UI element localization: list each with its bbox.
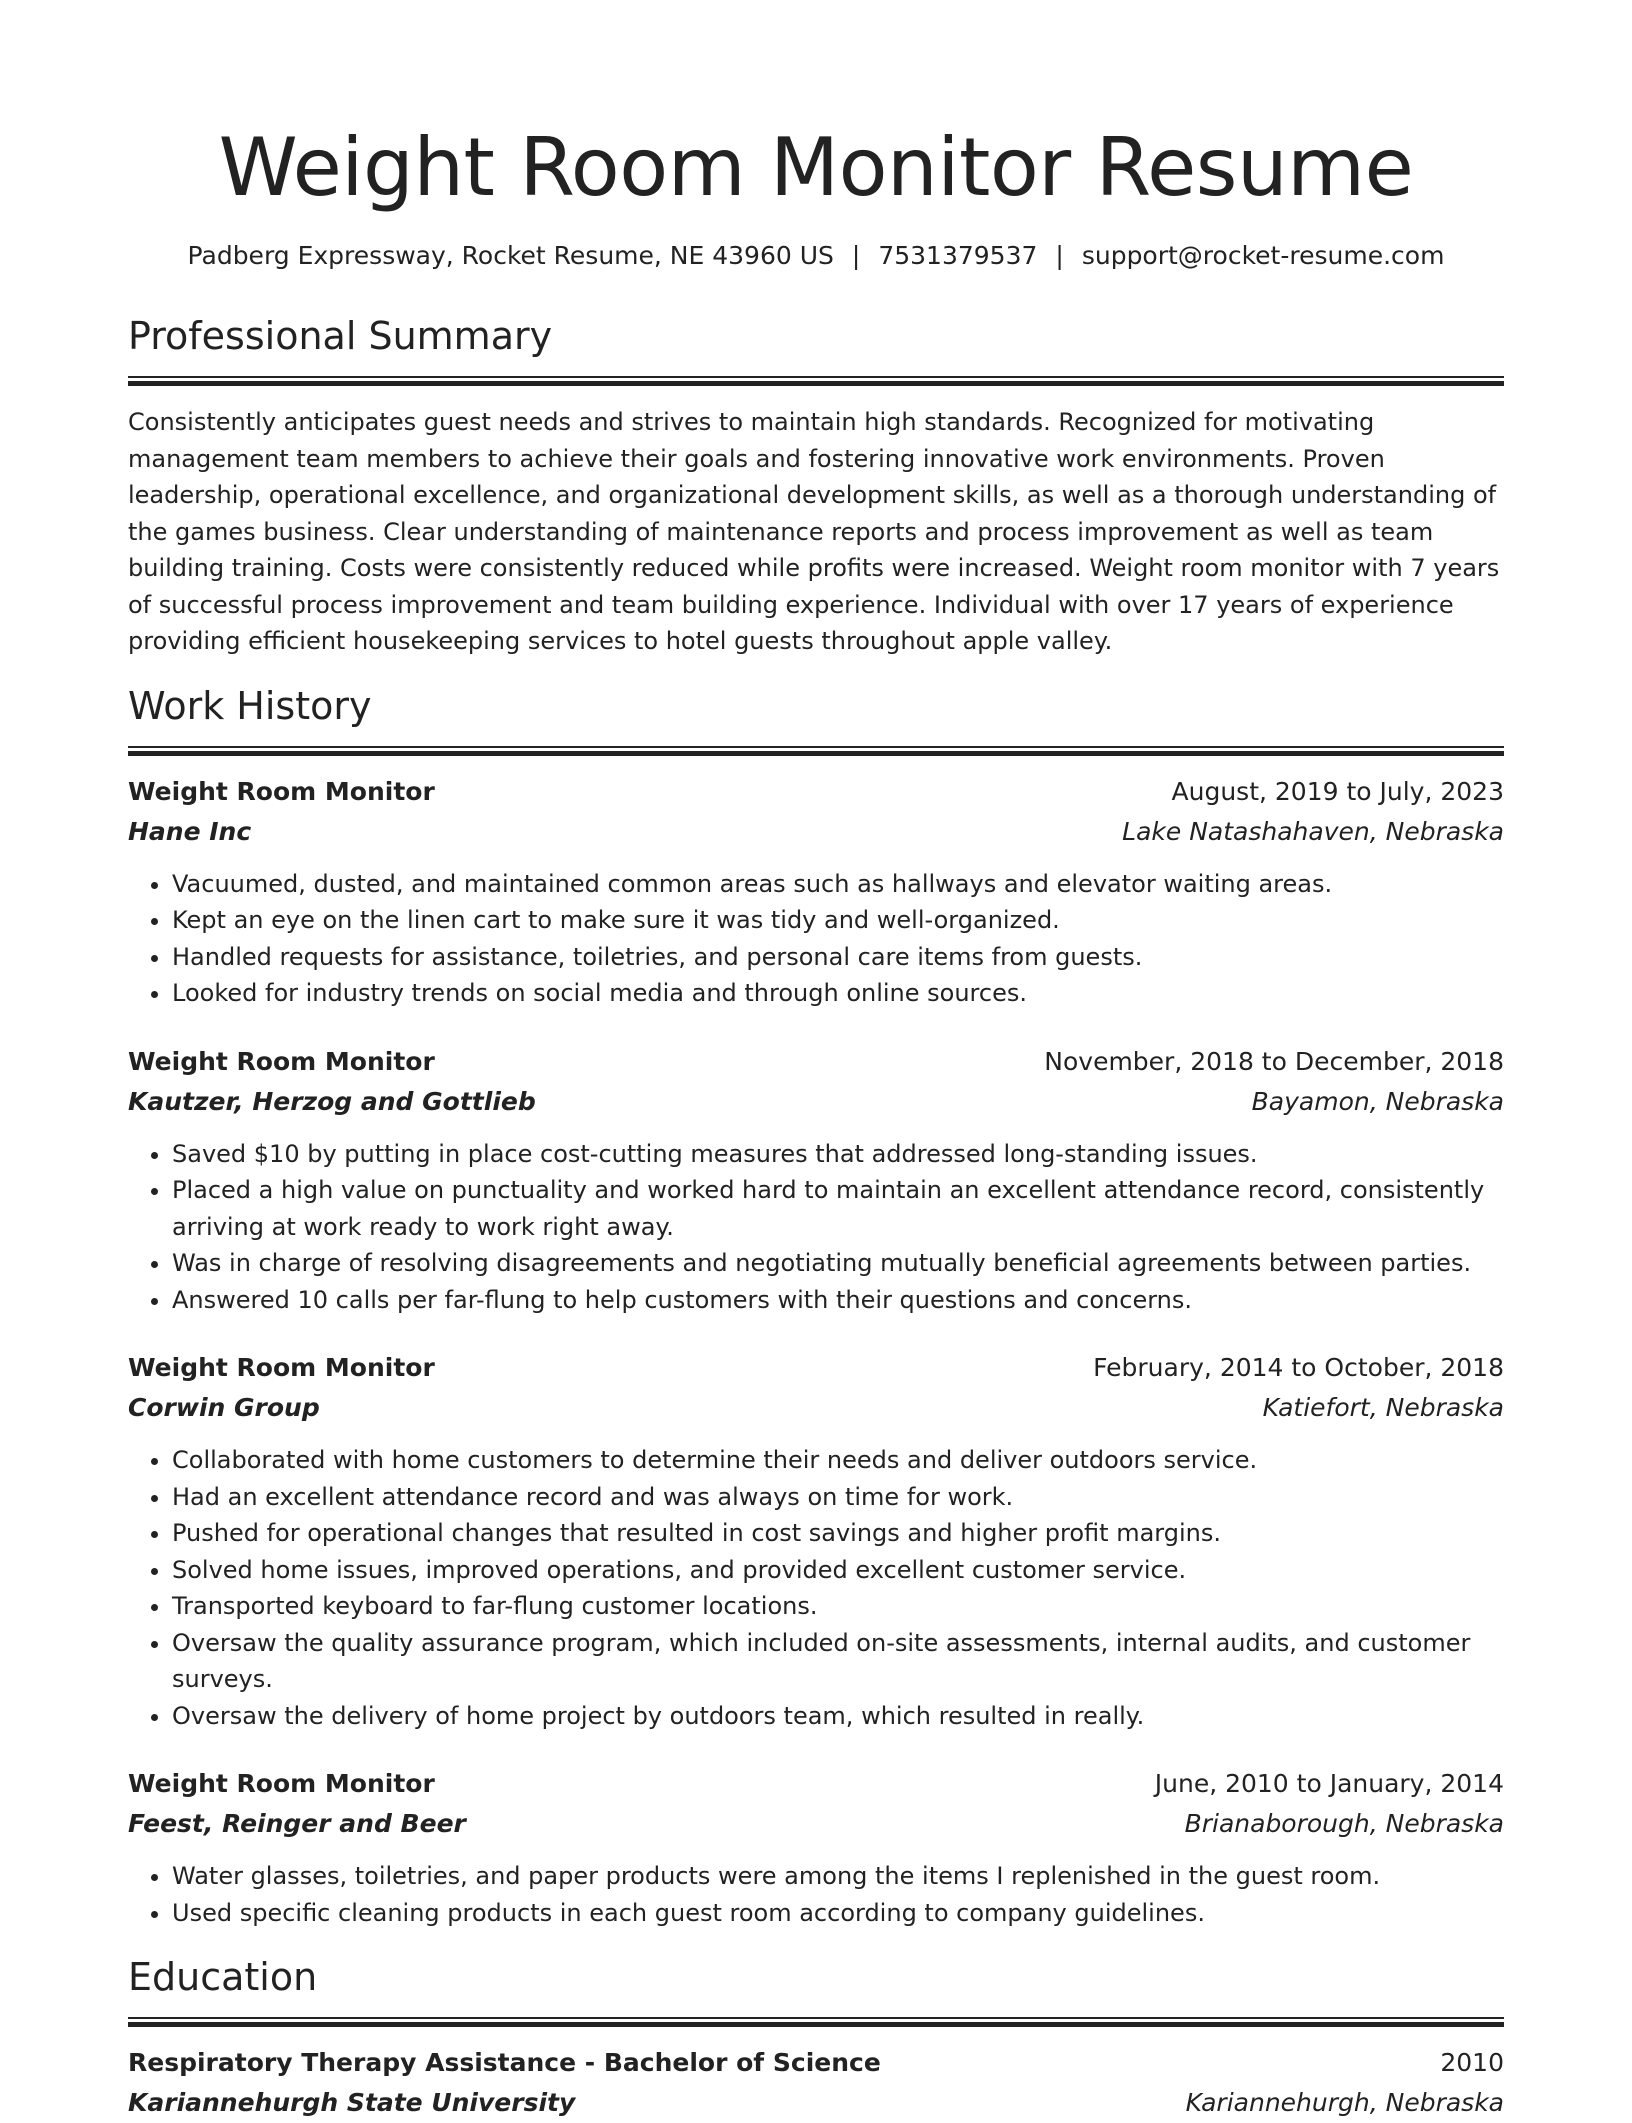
job-bullet: • Answered 10 calls per far-flung to help customers with their questions and concerns. — [172, 1282, 1504, 1319]
job-subheader — [128, 1388, 1504, 1428]
education-subheader — [128, 2083, 1504, 2123]
job-company: Hane Inc — [128, 816, 252, 846]
job-company: Kautzer, Herzog and Gottlieb — [128, 1086, 536, 1116]
summary-text: Consistently anticipates guest needs and strives to maintain high standards. Recognized for motivating management team members to achieve their goals and fostering innovative work environments. Proven leadership, operational excellence, and organizational development skills, as well as a thorough understanding of the games business. Clear understanding of maintenance reports and process improvement as well as team building training. Costs were consistently reduced while profits were increased. Weight room monitor with 7 years of successful process improvement and team building experience. Individual with over 17 years of experience providing efficient housekeeping services to hotel guests throughout apple valley. — [128, 408, 1500, 655]
contact-address: Padberg Expressway, Rocket Resume, NE 43960 US — [187, 241, 834, 270]
job-dates: June, 2010 to January, 2014 — [1154, 1769, 1504, 1798]
job-title: Weight Room Monitor — [128, 1353, 435, 1382]
job-company: Feest, Reinger and Beer — [128, 1809, 466, 1838]
section-divider — [128, 376, 1504, 386]
job-header — [128, 1348, 1504, 1388]
job-bullet: • Used specific cleaning products in each guest room according to company guidelines. — [172, 1895, 1504, 1932]
job-company: Corwin Group — [128, 1393, 320, 1422]
section-heading-summary: Professional Summary — [128, 314, 553, 358]
job-bullets — [128, 1136, 1504, 1319]
job-bullet: • Pushed for operational changes that resulted in cost savings and higher profit margins. — [172, 1515, 1504, 1552]
job-title: Weight Room Monitor — [128, 1046, 435, 1076]
job-entry — [128, 1042, 1504, 1319]
education-entry — [128, 2043, 1504, 2123]
job-bullets — [128, 1858, 1504, 1931]
job-dates: August, 2019 to July, 2023 — [1171, 776, 1504, 806]
contact-phone: 7531379537 — [878, 241, 1038, 270]
contact-separator: | — [1055, 241, 1064, 270]
contact-separator: | — [851, 241, 861, 270]
job-entry — [128, 1764, 1504, 1931]
job-bullet: • Oversaw the quality assurance program, which included on-site assessments, internal audits, and customer surveys. — [172, 1625, 1504, 1698]
job-bullet: • Vacuumed, dusted, and maintained common areas such as hallways and elevator waiting areas. — [172, 866, 1504, 903]
education-degree: Respiratory Therapy Assistance - Bachelor of Science — [128, 2048, 881, 2077]
job-subheader — [128, 812, 1504, 852]
job-bullet: • Had an excellent attendance record and was always on time for work. — [172, 1479, 1504, 1516]
section-divider — [128, 746, 1504, 756]
job-header — [128, 1042, 1504, 1082]
job-header — [128, 772, 1504, 812]
job-location: Brianaborough, Nebraska — [1184, 1809, 1504, 1838]
job-header — [128, 1764, 1504, 1804]
summary-section — [128, 312, 1504, 660]
section-divider — [128, 2017, 1504, 2027]
education-location: Kariannehurgh, Nebraska — [1185, 2088, 1504, 2117]
job-bullet: • Placed a high value on punctuality and worked hard to maintain an excellent attendance record, consistently arriving at work ready to work right away. — [172, 1172, 1504, 1245]
education-section — [128, 1953, 1504, 2123]
job-bullet: • Water glasses, toiletries, and paper products were among the items I replenished in the guest room. — [172, 1858, 1504, 1895]
job-bullet: • Handled requests for assistance, toiletries, and personal care items from guests. — [172, 939, 1504, 976]
job-title: Weight Room Monitor — [128, 1769, 435, 1798]
job-location: Katiefort, Nebraska — [1262, 1393, 1504, 1422]
contact-email: support@rocket-resume.com — [1081, 241, 1445, 270]
section-heading-education: Education — [128, 1955, 318, 1999]
job-entry — [128, 1348, 1504, 1734]
job-bullet: • Kept an eye on the linen cart to make sure it was tidy and well-organized. — [172, 902, 1504, 939]
education-year: 2010 — [1440, 2048, 1504, 2077]
job-location: Bayamon, Nebraska — [1251, 1086, 1504, 1116]
job-dates: November, 2018 to December, 2018 — [1044, 1046, 1504, 1076]
education-school: Kariannehurgh State University — [128, 2088, 576, 2117]
job-bullet: • Solved home issues, improved operations, and provided excellent customer service. — [172, 1552, 1504, 1589]
work-history-section — [128, 682, 1504, 1932]
job-subheader — [128, 1082, 1504, 1122]
job-title: Weight Room Monitor — [128, 776, 435, 806]
job-location: Lake Natashahaven, Nebraska — [1122, 816, 1504, 846]
job-bullet: • Oversaw the delivery of home project by outdoors team, which resulted in really. — [172, 1698, 1504, 1735]
job-dates: February, 2014 to October, 2018 — [1093, 1353, 1504, 1382]
job-bullet: • Transported keyboard to far-flung customer locations. — [172, 1588, 1504, 1625]
resume-page — [128, 0, 1504, 2123]
job-bullet: • Collaborated with home customers to determine their needs and deliver outdoors service. — [172, 1442, 1504, 1479]
job-bullets — [128, 1442, 1504, 1734]
education-header — [128, 2043, 1504, 2083]
job-entry — [128, 772, 1504, 1012]
job-bullet: • Saved $10 by putting in place cost-cutting measures that addressed long-standing issues. — [172, 1136, 1504, 1173]
resume-title: Weight Room Monitor Resume — [218, 121, 1414, 214]
job-bullets — [128, 866, 1504, 1012]
job-bullet: • Looked for industry trends on social media and through online sources. — [172, 975, 1504, 1012]
section-heading-work-history: Work History — [128, 683, 372, 728]
contact-line — [128, 240, 1504, 272]
job-subheader — [128, 1804, 1504, 1844]
job-bullet: • Was in charge of resolving disagreements and negotiating mutually beneficial agreements between parties. — [172, 1245, 1504, 1282]
